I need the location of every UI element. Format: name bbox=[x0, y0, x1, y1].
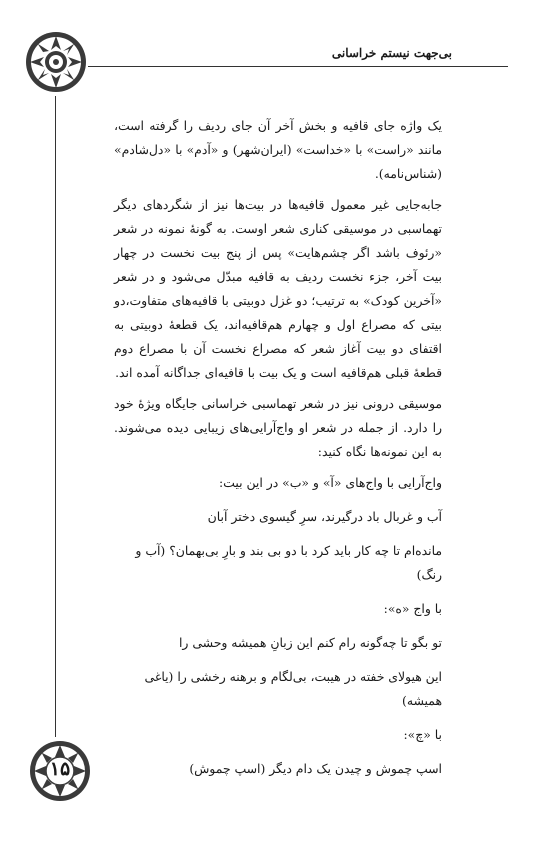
verse-line: این هیولای خفته در هیبت، بی‌لگام و برهنه رخشی را (یاغی همیشه) bbox=[144, 669, 442, 708]
verse-line: با «چ»: bbox=[403, 727, 442, 742]
verse-line: مانده‌ام تا چه کار باید کرد با دو بی بند و بارِ بی‌بهمان؟ (آب و رنگ) bbox=[135, 543, 442, 582]
paragraph: موسیقی درونی نیز در شعر تهماسبی خراسانی جایگاه ویژهٔ خود را دارد. از جمله در شعر او واج‌آرایی‌های زیبایی دیده می‌شوند. به این نمونه‌ها نگاه کنید: bbox=[114, 396, 442, 459]
verse-line: آب و غربال باد درگیرند، سرِ گیسوی دختر آبان bbox=[207, 509, 442, 524]
verse-line: واج‌آرایی با واج‌های «آ» و «ب» در این بیت: bbox=[218, 475, 442, 490]
flower-ornament-icon bbox=[24, 30, 88, 94]
header-rule bbox=[88, 66, 508, 67]
margin-rule bbox=[55, 96, 56, 737]
verse-line: تو بگو تا چه‌گونه رام کنم این زبانِ همیشه وحشی را bbox=[178, 635, 442, 650]
running-title: بی‌جهت نیستم خراسانی bbox=[331, 46, 452, 60]
paragraph: یک واژه جای قافیه و بخش آخر آن جای ردیف را گرفته است، مانند «راست» با «خداست» (ایران‌شهر) و «آدم» با «دل‌شادم» (شناس‌نامه). bbox=[114, 118, 442, 181]
paragraph: جابه‌جایی غیر معمول قافیه‌ها در بیت‌ها نیز از شگردهای دیگر تهماسبی در موسیقی کناری شعر اوست. به گونهٔ نمونه در شعر «رئوف باشد اگر چشم‌هایت» پس از پنج بیت نخست در چهار بیت آخر، جزء نخست ردیف به قافیه مبدّل می‌شود و در شعر «آخرین کودک» به ترتیب؛ دو غزل دوبیتی با قافیه‌های متفاوت،دو بیتی که مصراع اول و چهارم هم‌قافیه‌اند، یک قطعهٔ دوبیتی به اقتفای دو بیت آغاز شعر که مصراع نخست آن با مصراع دوم قطعهٔ قبلی هم‌قافیه است و یک بیت با قافیه‌ای جداگانه آمده اند. bbox=[114, 197, 442, 380]
verse-line: اسپ چموش و چیدن یک دام دیگر (اسپ چموش) bbox=[189, 761, 442, 776]
verse-line: با واج «ه»: bbox=[383, 601, 442, 616]
corner-ornament bbox=[24, 30, 88, 94]
page-number: ۱۵ bbox=[49, 758, 71, 780]
page-body bbox=[114, 114, 442, 791]
